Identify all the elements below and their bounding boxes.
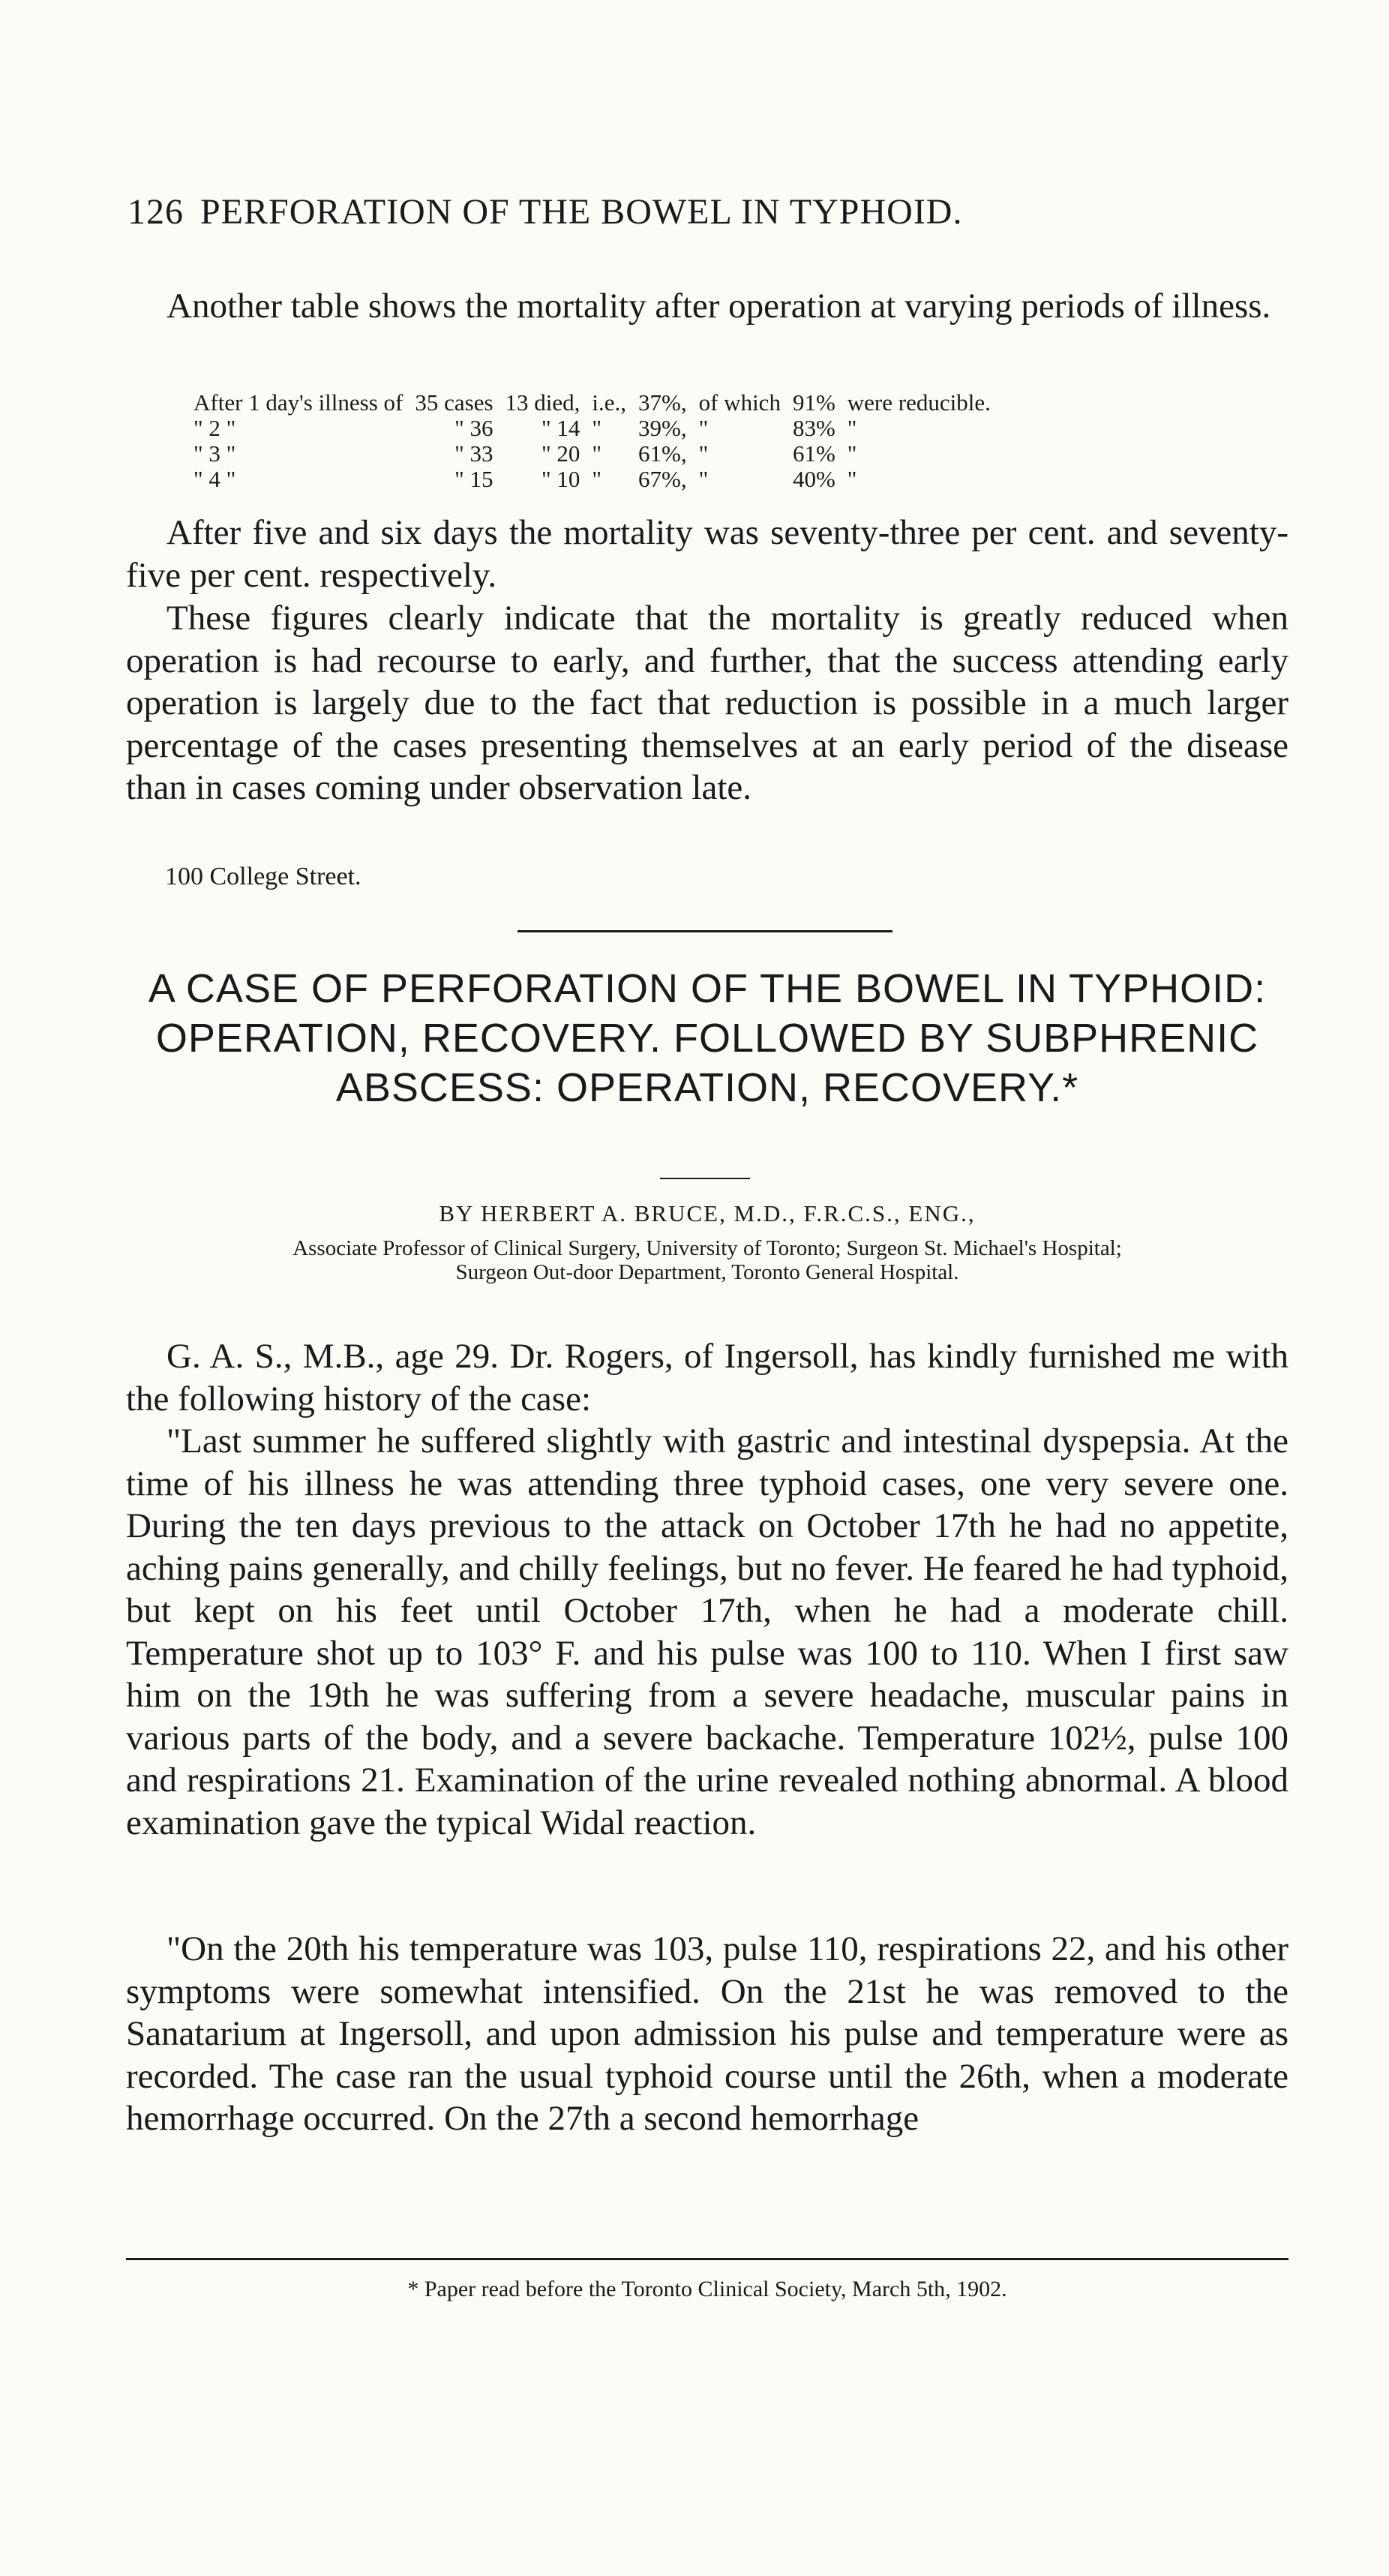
table-cell-suffix: " [847,415,857,441]
table-cell-day: " 4 " [194,466,236,492]
table-cell-suffix: were reducible. [847,389,991,416]
section-divider [518,930,892,932]
table-row [188,441,997,467]
table-cell-percent: 39%, [638,415,687,441]
body-paragraph-1: G. A. S., M.B., age 29. Dr. Rogers, of Ingersoll, has kindly furnished me with the following history of the case: [126,1337,1288,1419]
table-cell-died: " 20 [542,440,580,467]
title-divider [660,1178,750,1179]
table-row [188,416,997,441]
body-paragraph-2: "Last summer he suffered slightly with gastric and intestinal dyspepsia. At the time of his illness he was attending three typhoid cases, one very severe one. During the ten days previous to the attack on October 17th he had no appetite, aching pains generally, and chilly feelings, but no fever. He feared he had typhoid, but kept on his feet until October 17th, when he had a moderate chill. Temperature shot up to 103° F. and his pulse was 100 to 110. When I first saw him on the 19th he was suffering from a severe headache, muscular pains in various parts of the body, and a severe backache. Temperature 102½, pulse 100 and respirations 21. Examination of the urine revealed nothing abnormal. A blood examination gave the typical Widal reaction. [126,1422,1288,1842]
body-paragraph-3: "On the 20th his temperature was 103, pulse 110, respirations 22, and his other symptoms were somewhat intensified. On the 21st he was removed to the Sanatarium at Ingersoll, and upon admission his pulse and temperature were as recorded. The case ran the usual typhoid course until the 26th, when a moderate hemorrhage occurred. On the 27th a second hemorrhage [126,1929,1288,2138]
article-title: A CASE OF PERFORATION OF THE BOWEL IN TYPHOID: OPERATION, RECOVERY. FOLLOWED BY SUBPHRENIC ABSCESS: OPERATION, RECOVERY.* [148,966,1267,1110]
table-cell-reducible: 83% [792,415,836,441]
table-cell-died: " 14 [542,415,580,441]
table-cell-ie: " [592,415,602,441]
table-cell-died: " 10 [542,466,580,492]
table-cell-cases: 35 cases [415,389,494,416]
table-cell-percent: 67%, [638,466,687,492]
table-cell-which: of which [698,389,781,416]
table-cell-which: " [698,440,709,467]
table-cell-died: 13 died, [505,389,580,416]
table-cell-reducible: 40% [792,466,836,492]
intro-paragraph: Another table shows the mortality after operation at varying periods of illness. [166,287,1271,326]
running-title: PERFORATION OF THE BOWEL IN TYPHOID. [200,192,963,232]
table-cell-which: " [698,415,709,441]
table-row [188,390,997,416]
running-header [128,191,962,233]
address: 100 College Street. [165,863,362,890]
affiliation-line-1: Associate Professor of Clinical Surgery, University of Toronto; Surgeon St. Michael's Hospital; [292,1236,1122,1260]
table-cell-day: " 3 " [194,440,236,467]
affiliation [126,1236,1288,1284]
table-cell-ie: " [592,466,602,492]
table-cell-ie: " [592,440,602,467]
table-cell-percent: 37%, [638,389,687,416]
mortality-table [188,390,997,492]
footnote-rule [126,2258,1288,2260]
table-cell-percent: 61%, [638,440,687,467]
table-row [188,467,997,492]
affiliation-line-2: Surgeon Out-door Department, Toronto General Hospital. [455,1260,959,1284]
byline: BY HERBERT A. BRUCE, M.D., F.R.C.S., ENG., [439,1200,976,1226]
paragraph-after-five-days: After five and six days the mortality was seventy-three per cent. and seventy-five per cent. respectively. [126,513,1288,595]
table-cell-cases: " 15 [454,466,494,492]
table-cell-day: " 2 " [194,415,236,441]
table-cell-day: After 1 day's illness of [194,389,404,416]
table-cell-cases: " 36 [454,415,494,441]
page-number: 126 [128,192,184,232]
table-cell-suffix: " [847,440,857,467]
table-cell-reducible: 61% [792,440,836,467]
footnote: * Paper read before the Toronto Clinical Society, March 5th, 1902. [407,2277,1007,2301]
table-cell-cases: " 33 [454,440,494,467]
table-cell-which: " [698,466,709,492]
table-cell-ie: i.e., [592,389,627,416]
table-cell-reducible: 91% [792,389,836,416]
table-cell-suffix: " [847,466,857,492]
paragraph-figures: These figures clearly indicate that the mortality is greatly reduced when operation is had recourse to early, and further, that the success attending early operation is largely due to the fact that reduction is possible in a much larger percentage of the cases presenting themselves at an early period of the disease than in cases coming under observation late. [126,599,1288,807]
